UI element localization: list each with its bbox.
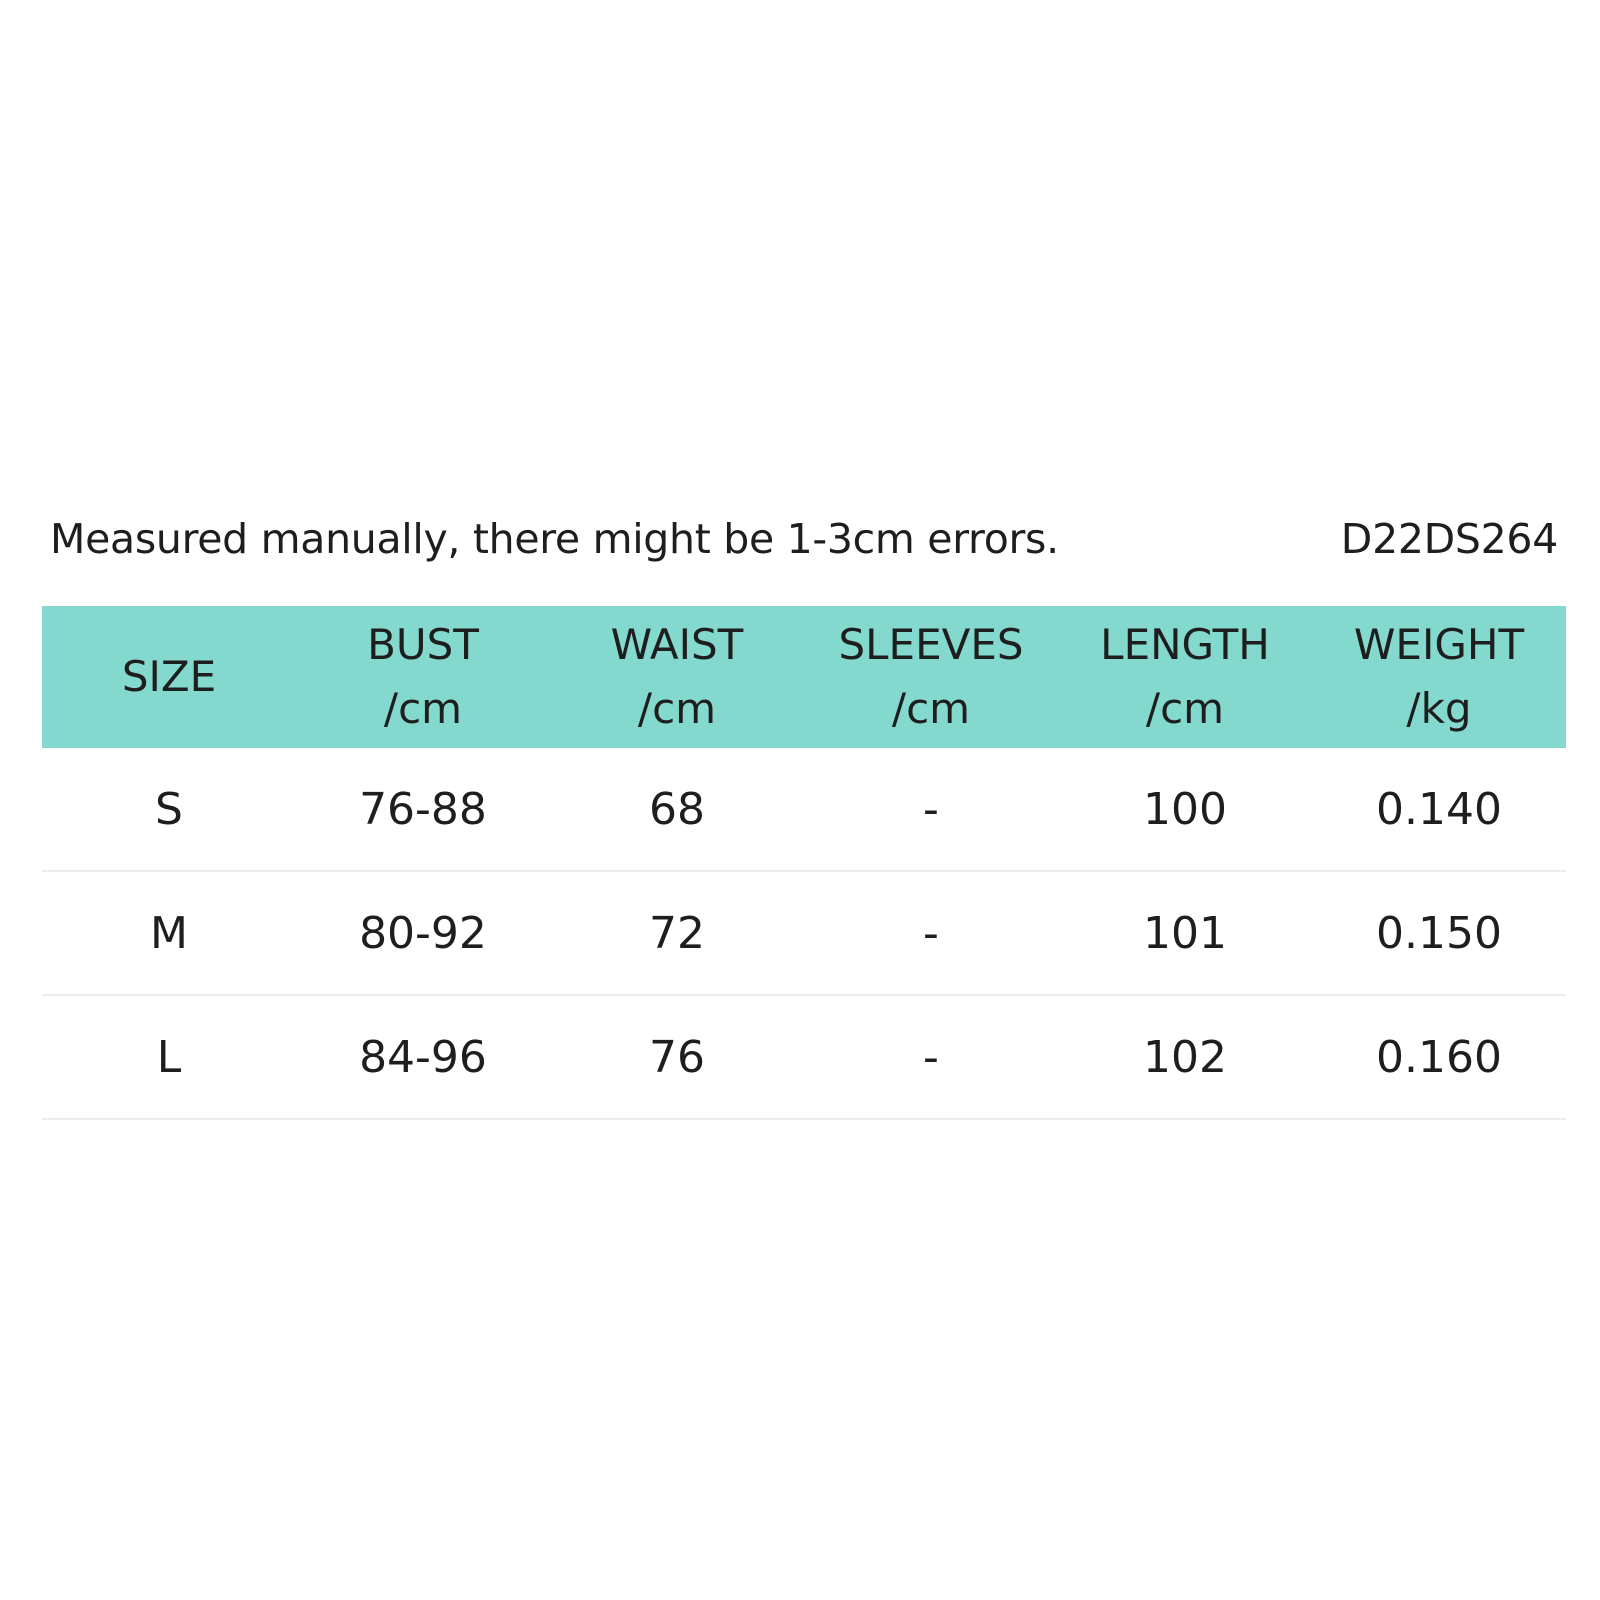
cell-sleeves: -: [923, 783, 939, 835]
cell-sleeves: -: [923, 907, 939, 959]
cell-bust: 80-92: [359, 907, 487, 959]
header-label: SLEEVES: [838, 620, 1024, 669]
cell-sleeves: -: [923, 1031, 939, 1083]
cell-waist: 76: [649, 1031, 705, 1083]
cell-length: 101: [1143, 907, 1227, 959]
header-sleeves: [804, 606, 1058, 748]
size-chart-table: [42, 606, 1566, 1120]
header-unit: /cm: [891, 684, 971, 733]
cell-waist: 68: [649, 783, 705, 835]
table-header-row: [42, 606, 1566, 748]
table-row: [42, 872, 1566, 996]
header-waist: [550, 606, 804, 748]
table-caption-row: [50, 508, 1558, 570]
cell-weight: 0.160: [1376, 1031, 1502, 1083]
table-row: [42, 996, 1566, 1120]
measurement-note: Measured manually, there might be 1-3cm errors.: [50, 515, 1059, 563]
cell-size: L: [156, 1031, 182, 1083]
cell-waist: 72: [649, 907, 705, 959]
header-label: WEIGHT: [1353, 620, 1525, 669]
cell-length: 100: [1143, 783, 1227, 835]
header-size: [42, 606, 296, 748]
cell-bust: 76-88: [359, 783, 487, 835]
header-label: BUST: [367, 620, 479, 669]
header-bust: [296, 606, 550, 748]
cell-size: M: [150, 907, 188, 959]
header-unit: /cm: [1145, 684, 1225, 733]
cell-weight: 0.140: [1376, 783, 1502, 835]
header-weight: [1312, 606, 1566, 748]
table-row: [42, 748, 1566, 872]
header-length: [1058, 606, 1312, 748]
header-label: LENGTH: [1100, 620, 1270, 669]
header-label: WAIST: [610, 620, 744, 669]
cell-bust: 84-96: [359, 1031, 487, 1083]
header-label: SIZE: [121, 652, 217, 701]
cell-weight: 0.150: [1376, 907, 1502, 959]
product-code: D22DS264: [1340, 515, 1558, 563]
cell-length: 102: [1143, 1031, 1227, 1083]
header-unit: /cm: [637, 684, 717, 733]
header-unit: /cm: [383, 684, 463, 733]
header-unit: /kg: [1406, 684, 1472, 733]
cell-size: S: [155, 783, 183, 835]
